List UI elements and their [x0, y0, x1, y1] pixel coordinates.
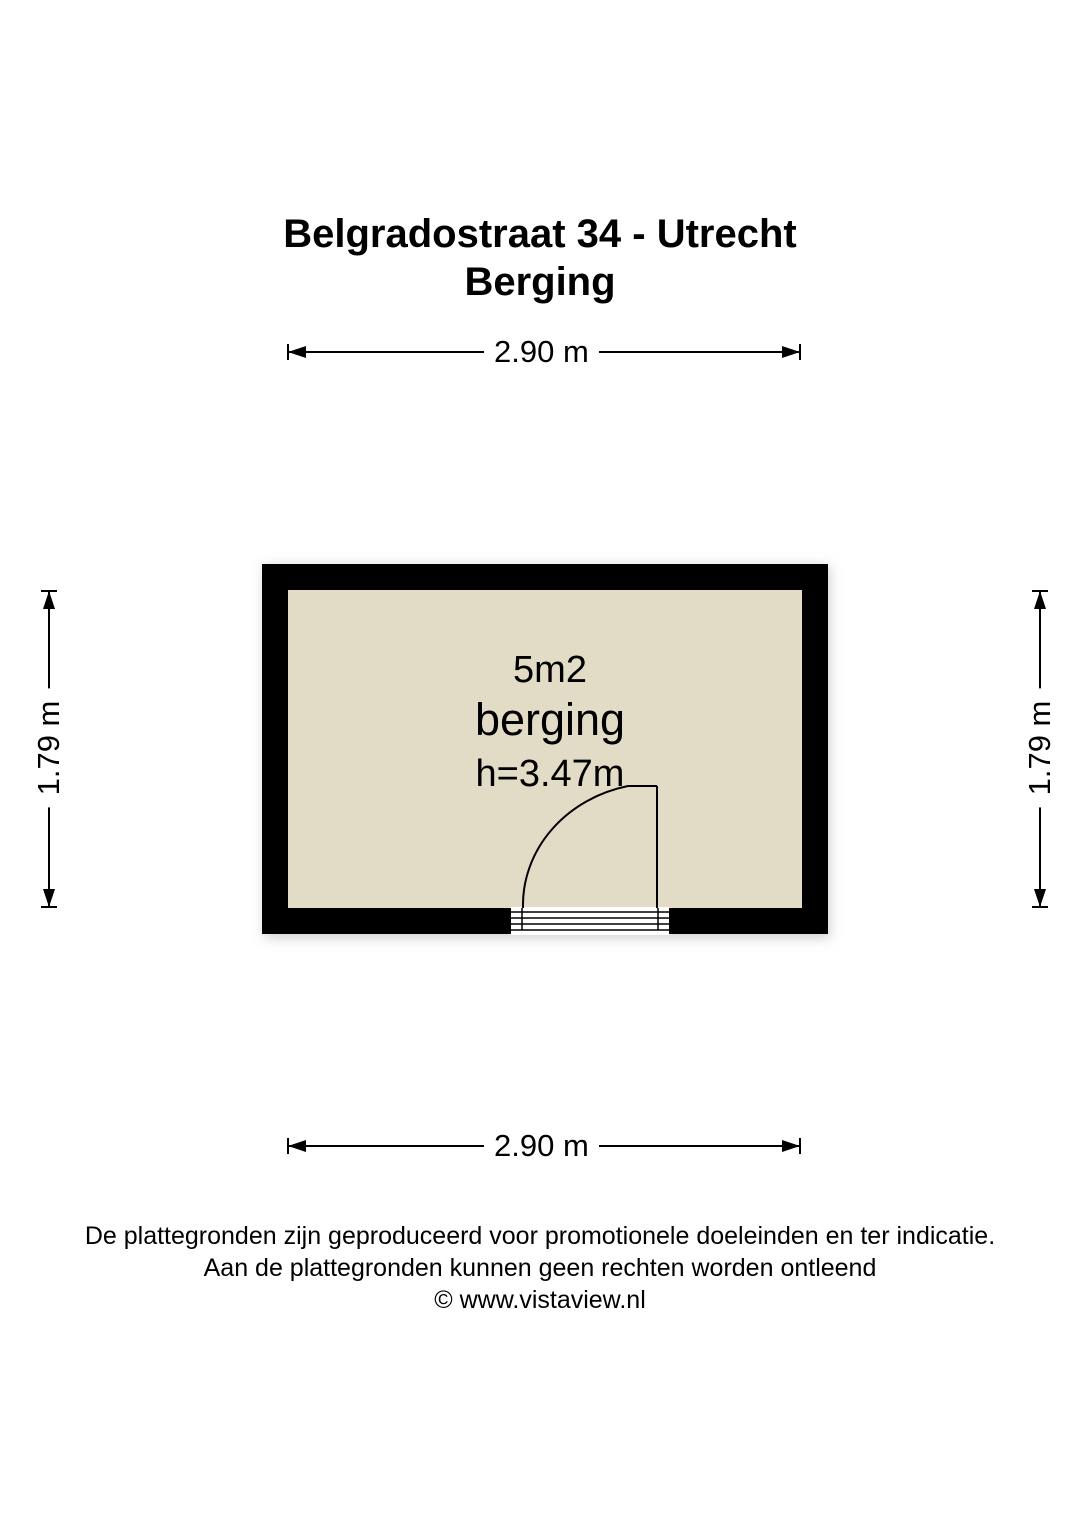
door-opening — [510, 907, 670, 935]
room-area: 5m2 — [513, 649, 587, 691]
disclaimer-line-2: Aan de plattegronden kunnen geen rechten worden ontleend — [203, 1254, 877, 1282]
plan-title: Belgradostraat 34 - Utrecht — [283, 212, 797, 256]
room-name: berging — [474, 694, 626, 745]
disclaimer-line-1: De plattegronden zijn geproduceerd voor promotionele doeleinden en ter indicatie. — [84, 1222, 996, 1250]
left-height-label: 1.79 m — [31, 689, 67, 808]
top-width-label: 2.90 m — [484, 334, 599, 370]
copyright-line: © www.vistaview.nl — [434, 1286, 646, 1314]
plan-subtitle: Berging — [464, 260, 616, 304]
bottom-width-label: 2.90 m — [484, 1128, 599, 1164]
room-height: h=3.47m — [475, 753, 625, 795]
room-floor — [288, 590, 802, 908]
right-height-label: 1.79 m — [1022, 689, 1058, 808]
